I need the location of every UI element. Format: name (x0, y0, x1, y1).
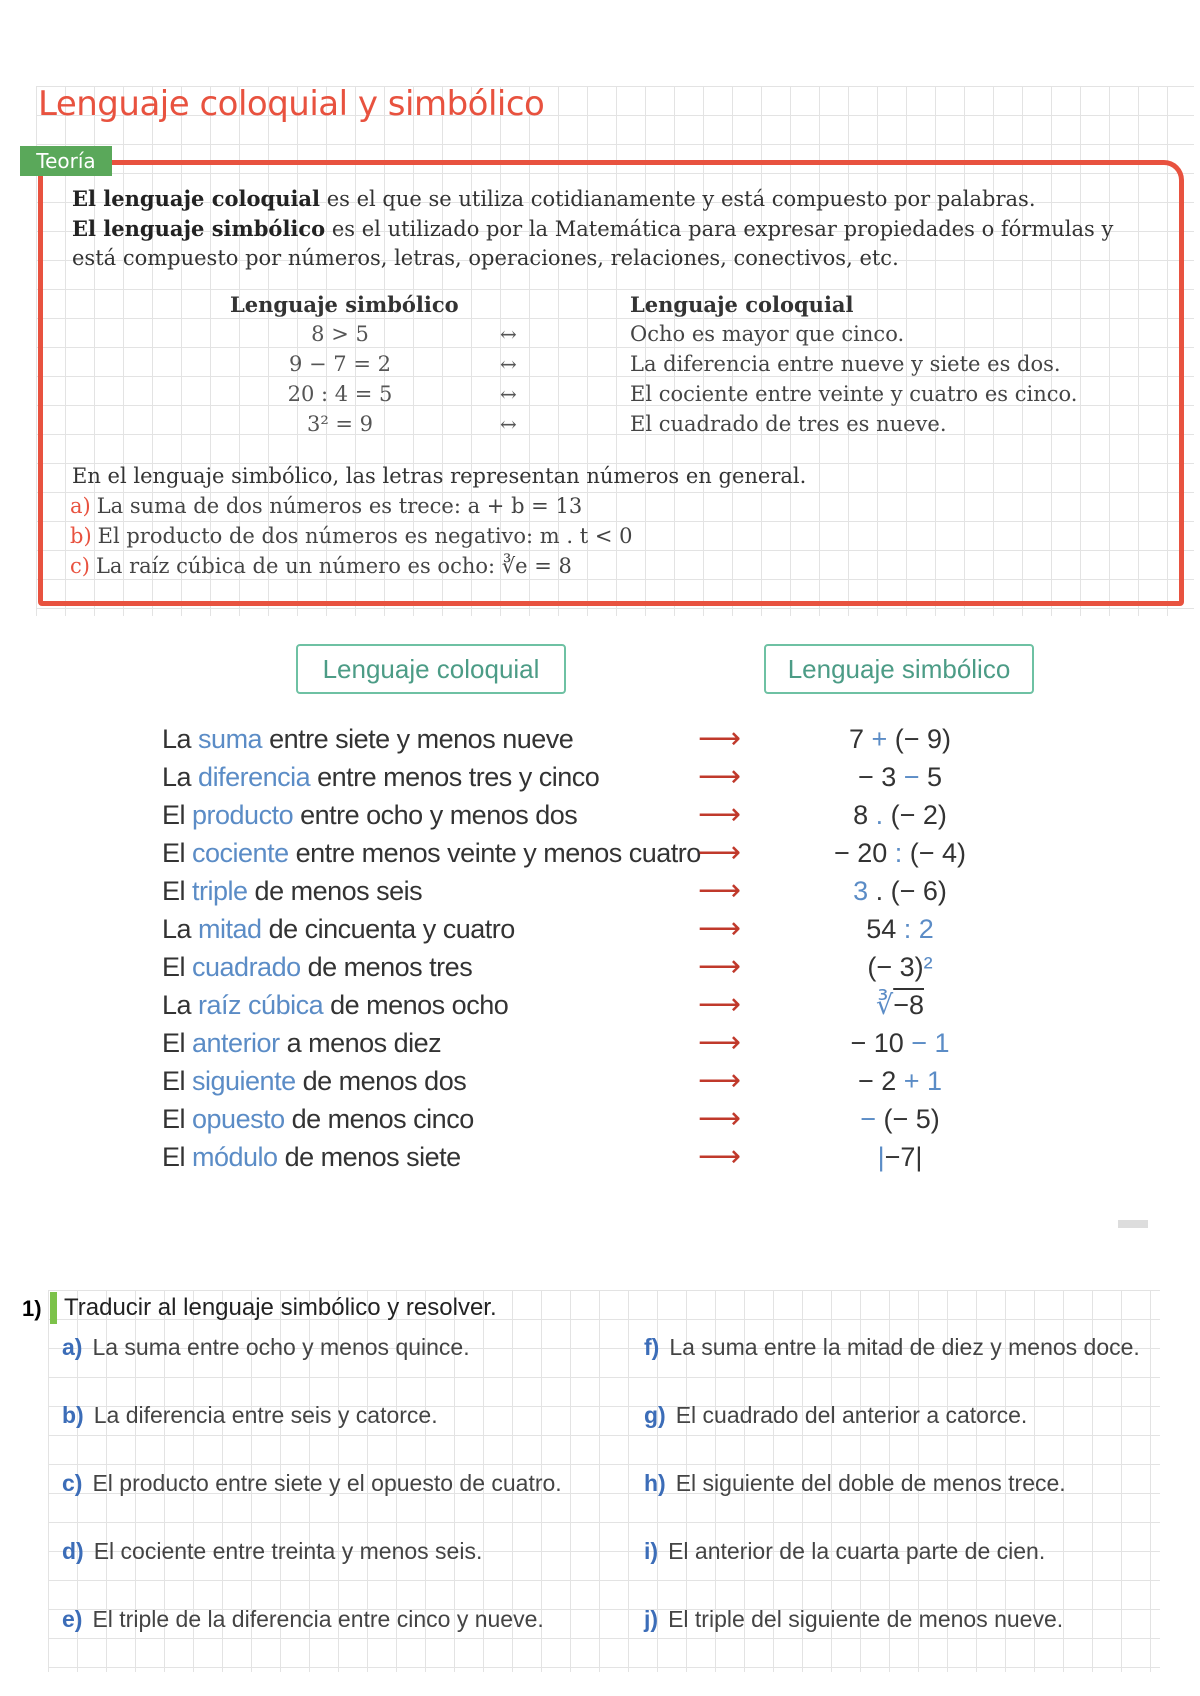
expression-operator: − (860, 1104, 876, 1134)
phrase-suffix: entre ocho y menos dos (293, 800, 578, 830)
pill-symbolic: Lenguaje simbólico (764, 644, 1034, 694)
double-arrow-icon: ↔ (500, 412, 517, 436)
exercise-item-e (62, 1606, 544, 1633)
theory-definition-symbolic: es el utilizado por la Matemática para expresar propiedades o fórmulas y (325, 217, 1114, 241)
expression-part: (− 3) (867, 952, 924, 982)
pair-colloquial: El cociente entre veinte y cuatro es cinco. (630, 382, 1078, 406)
item-letter: g) (644, 1402, 666, 1428)
colloquial-phrase (162, 724, 573, 755)
theory-paragraph-1 (72, 186, 1036, 211)
translation-row (0, 873, 1200, 912)
colloquial-phrase (162, 1066, 466, 1097)
translation-row (0, 1063, 1200, 1102)
header-symbolic: Lenguaje simbólico (230, 292, 459, 317)
example-text: El producto de dos números es negativo: m . t < 0 (97, 524, 633, 548)
phrase-keyword: raíz cúbica (198, 990, 324, 1020)
expression-part: (− 5) (876, 1104, 940, 1134)
expression-part: (− 2) (883, 800, 947, 830)
theory-example (70, 494, 582, 518)
colloquial-phrase (162, 762, 599, 793)
item-text: La diferencia entre seis y catorce. (93, 1402, 438, 1428)
exercise-accent-bar (50, 1292, 57, 1324)
item-text: El cociente entre treinta y menos seis. (93, 1538, 483, 1564)
item-letter: h) (644, 1470, 666, 1496)
item-letter: j) (644, 1606, 659, 1632)
phrase-suffix: entre menos tres y cinco (310, 762, 600, 792)
expression-operator: 3 (853, 876, 869, 906)
phrase-keyword: diferencia (198, 762, 311, 792)
expression-operator: : 2 (903, 914, 934, 944)
pair-symbolic: 8 > 5 (311, 322, 369, 346)
double-arrow-icon: ↔ (500, 382, 517, 406)
phrase-suffix: entre menos veinte y menos cuatro (288, 838, 701, 868)
expression-operator: ² (923, 952, 933, 982)
translation-row (0, 759, 1200, 798)
expression-part: 54 (866, 914, 904, 944)
arrow-right-icon: ⟶ (698, 835, 742, 870)
exercise-item-f (644, 1334, 1140, 1361)
phrase-keyword: anterior (192, 1028, 280, 1058)
symbolic-expression (800, 952, 1000, 983)
example-text: La suma de dos números es trece: a + b = 13 (96, 494, 583, 518)
pair-colloquial: El cuadrado de tres es nueve. (630, 412, 947, 436)
item-text: La suma entre ocho y menos quince. (92, 1334, 470, 1360)
item-letter: f) (644, 1334, 660, 1360)
arrow-right-icon: ⟶ (698, 721, 742, 756)
translation-row (0, 949, 1200, 988)
expression-part: − 10 (850, 1028, 912, 1058)
phrase-prefix: El (162, 952, 193, 982)
translation-row (0, 1025, 1200, 1064)
expression-part: . (− 6) (868, 876, 947, 906)
exercise-item-g (644, 1402, 1027, 1429)
symbolic-expression (800, 876, 1000, 907)
phrase-keyword: opuesto (192, 1104, 285, 1134)
item-text: El anterior de la cuarta parte de cien. (668, 1538, 1046, 1564)
phrase-prefix: La (162, 724, 199, 754)
exercise-item-d (62, 1538, 482, 1565)
expression-part: (− 4) (902, 838, 967, 868)
item-text: El triple de la diferencia entre cinco y nueve. (92, 1606, 544, 1632)
symbolic-expression (800, 1104, 1000, 1135)
expression-part: −7| (884, 1142, 923, 1172)
colloquial-phrase (162, 838, 701, 869)
letters-intro: En el lenguaje simbólico, las letras representan números en general. (72, 464, 807, 488)
exercise-item-h (644, 1470, 1066, 1497)
pair-symbolic: 3² = 9 (306, 412, 374, 436)
phrase-prefix: El (162, 1028, 193, 1058)
pair-symbolic: 9 − 7 = 2 (289, 352, 391, 376)
phrase-suffix: de cincuenta y cuatro (261, 914, 515, 944)
phrase-keyword: producto (192, 800, 294, 830)
arrow-right-icon: ⟶ (698, 1139, 742, 1174)
phrase-suffix: de menos seis (247, 876, 423, 906)
expression-operator: | (877, 1142, 885, 1172)
symbolic-expression (800, 1142, 1000, 1173)
phrase-prefix: El (162, 800, 193, 830)
colloquial-phrase (162, 1142, 461, 1173)
item-text: El siguiente del doble de menos trece. (675, 1470, 1066, 1496)
translation-row (0, 835, 1200, 874)
phrase-prefix: El (162, 1142, 193, 1172)
symbolic-expression (800, 990, 1000, 1021)
phrase-keyword: mitad (198, 914, 262, 944)
translation-row (0, 1139, 1200, 1178)
phrase-suffix: de menos tres (300, 952, 473, 982)
exercise-item-a (62, 1334, 470, 1361)
exercise-item-j (644, 1606, 1063, 1633)
arrow-right-icon: ⟶ (698, 1025, 742, 1060)
phrase-suffix: de menos siete (277, 1142, 461, 1172)
phrase-suffix: entre siete y menos nueve (262, 724, 574, 754)
theory-tab: Teoría (20, 146, 112, 176)
exercise-item-b (62, 1402, 438, 1429)
expression-part: 5 (919, 762, 943, 792)
phrase-keyword: suma (198, 724, 263, 754)
expression-operator: : (894, 838, 903, 868)
page-title: Lenguaje coloquial y simbólico (38, 84, 545, 124)
translation-row (0, 987, 1200, 1026)
symbolic-expression (800, 762, 1000, 793)
symbolic-expression (800, 800, 1000, 831)
phrase-keyword: cociente (192, 838, 289, 868)
scan-mark (1118, 1220, 1148, 1228)
exercise-item-c (62, 1470, 562, 1497)
arrow-right-icon: ⟶ (698, 759, 742, 794)
phrase-prefix: La (162, 990, 199, 1020)
arrow-right-icon: ⟶ (698, 987, 742, 1022)
example-text: La raíz cúbica de un número es ocho: ∛e = 8 (95, 554, 572, 578)
arrow-right-icon: ⟶ (698, 1101, 742, 1136)
item-letter: d) (62, 1538, 84, 1564)
theory-paragraph-2 (72, 216, 1113, 241)
symbolic-expression (800, 838, 1000, 869)
item-letter: a) (62, 1334, 83, 1360)
arrow-right-icon: ⟶ (698, 797, 742, 832)
phrase-suffix: de menos ocho (323, 990, 509, 1020)
phrase-prefix: El (162, 1104, 193, 1134)
phrase-keyword: triple (192, 876, 248, 906)
symbolic-expression (800, 1066, 1000, 1097)
item-letter: b) (62, 1402, 84, 1428)
phrase-keyword: cuadrado (192, 952, 301, 982)
phrase-prefix: El (162, 1066, 193, 1096)
example-letter: b) (70, 524, 92, 548)
item-text: El cuadrado del anterior a catorce. (675, 1402, 1028, 1428)
expression-operator: − (903, 762, 920, 792)
expression-part: − 2 (857, 1066, 904, 1096)
item-text: La suma entre la mitad de diez y menos doce. (669, 1334, 1140, 1360)
example-letter: a) (70, 494, 91, 518)
phrase-prefix: El (162, 876, 193, 906)
arrow-right-icon: ⟶ (698, 911, 742, 946)
symbolic-expression (800, 724, 1000, 755)
expression-operator: + (871, 724, 888, 754)
phrase-prefix: El (162, 838, 193, 868)
colloquial-phrase (162, 1028, 441, 1059)
theory-term-symbolic: El lenguaje simbólico (72, 216, 326, 241)
theory-term-colloquial: El lenguaje coloquial (72, 186, 321, 211)
pair-symbolic: 20 : 4 = 5 (287, 382, 393, 406)
header-colloquial: Lenguaje coloquial (630, 292, 854, 317)
pair-colloquial: Ocho es mayor que cinco. (630, 322, 905, 346)
expression-part: 7 (848, 724, 872, 754)
item-letter: i) (644, 1538, 659, 1564)
phrase-prefix: La (162, 914, 199, 944)
expression-part: − 20 (833, 838, 895, 868)
expression-part: 8 (853, 800, 876, 830)
arrow-right-icon: ⟶ (698, 873, 742, 908)
phrase-keyword: módulo (192, 1142, 278, 1172)
expression-part: − 3 (857, 762, 904, 792)
theory-example (70, 524, 632, 548)
theory-example (70, 554, 572, 578)
phrase-suffix: a menos diez (279, 1028, 442, 1058)
exercise-item-i (644, 1538, 1045, 1565)
expression-operator: + 1 (903, 1066, 943, 1096)
exercise-number: 1) (22, 1296, 42, 1321)
phrase-suffix: de menos dos (295, 1066, 467, 1096)
colloquial-phrase (162, 990, 508, 1021)
item-letter: c) (62, 1470, 83, 1496)
translation-row (0, 1101, 1200, 1140)
symbolic-expression (800, 1028, 1000, 1059)
colloquial-phrase (162, 1104, 474, 1135)
theory-paragraph-3: está compuesto por números, letras, operaciones, relaciones, conectivos, etc. (72, 246, 899, 270)
example-letter: c) (70, 554, 90, 578)
theory-definition-colloquial: es el que se utiliza cotidianamente y está compuesto por palabras. (320, 187, 1036, 211)
expression-part: −8 (893, 990, 924, 1020)
expression-operator: ∛ (875, 990, 894, 1020)
phrase-keyword: siguiente (192, 1066, 296, 1096)
double-arrow-icon: ↔ (500, 322, 517, 346)
colloquial-phrase (162, 800, 577, 831)
expression-operator: − 1 (911, 1028, 950, 1058)
item-text: El triple del siguiente de menos nueve. (668, 1606, 1064, 1632)
exercise-title: Traducir al lenguaje simbólico y resolver. (64, 1294, 497, 1321)
expression-operator: . (875, 800, 884, 830)
item-text: El producto entre siete y el opuesto de cuatro. (92, 1470, 562, 1496)
arrow-right-icon: ⟶ (698, 1063, 742, 1098)
expression-part: (− 9) (887, 724, 952, 754)
pill-colloquial: Lenguaje coloquial (296, 644, 566, 694)
translation-row (0, 797, 1200, 836)
double-arrow-icon: ↔ (500, 352, 517, 376)
colloquial-phrase (162, 876, 422, 907)
colloquial-phrase (162, 914, 515, 945)
colloquial-phrase (162, 952, 472, 983)
symbolic-expression (800, 914, 1000, 945)
pair-colloquial: La diferencia entre nueve y siete es dos. (630, 352, 1061, 376)
translation-row (0, 721, 1200, 760)
phrase-prefix: La (162, 762, 199, 792)
phrase-suffix: de menos cinco (284, 1104, 474, 1134)
arrow-right-icon: ⟶ (698, 949, 742, 984)
item-letter: e) (62, 1606, 83, 1632)
translation-row (0, 911, 1200, 950)
